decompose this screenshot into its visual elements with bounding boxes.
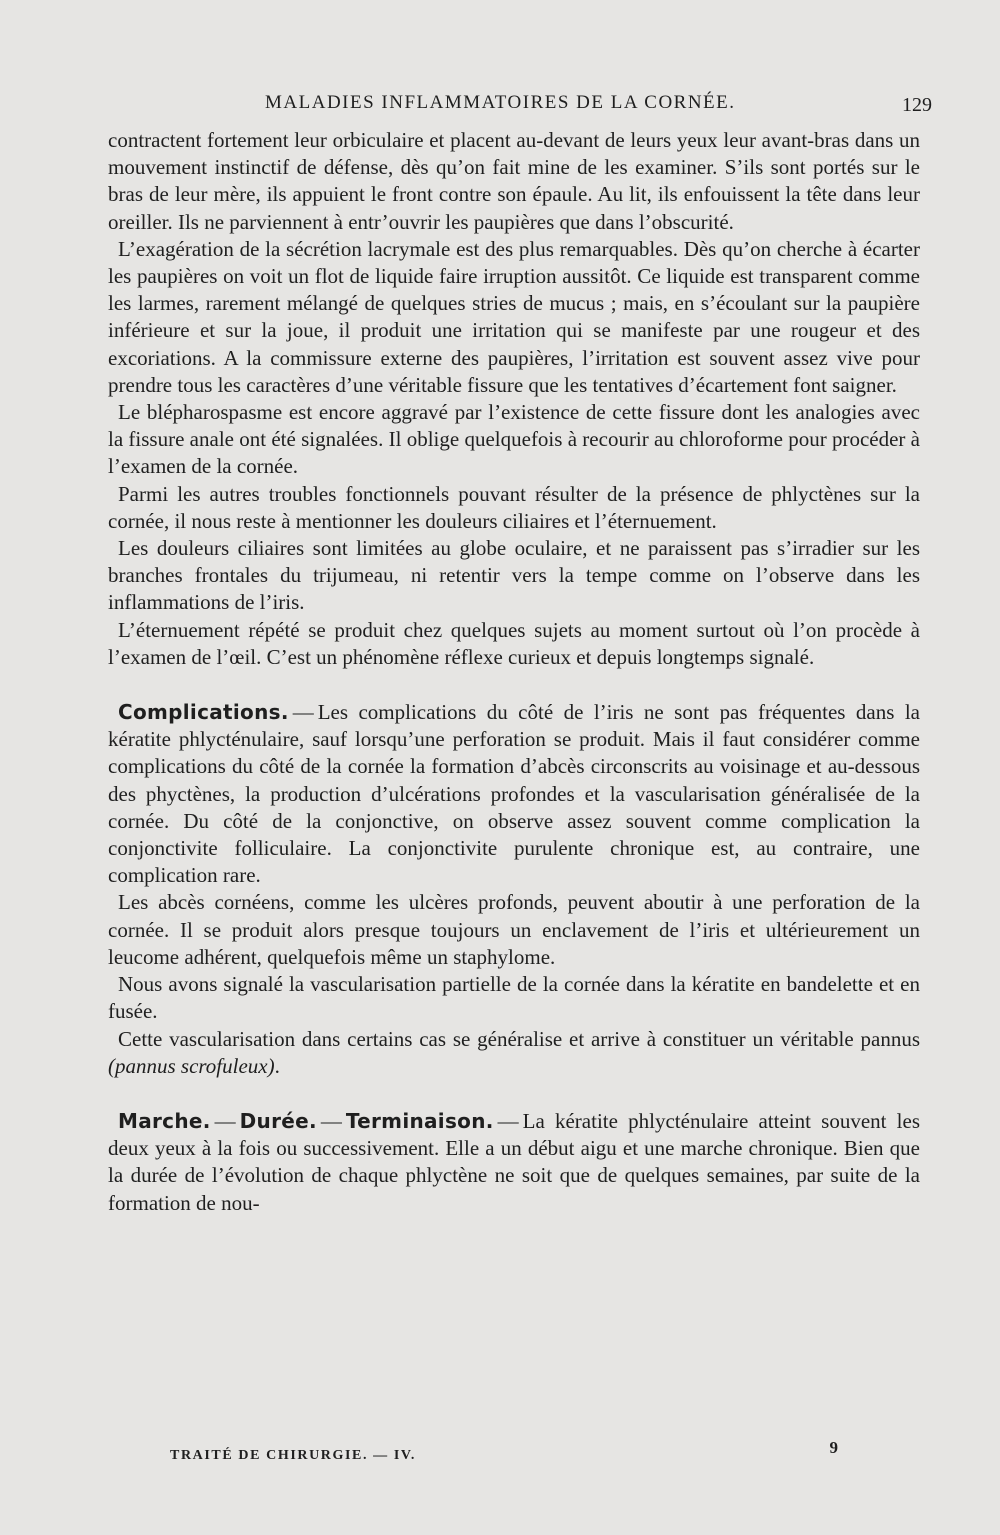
section-heading-complications: Complications.	[118, 700, 289, 725]
paragraph-end: .	[274, 1053, 280, 1078]
section-heading-marche: Marche.	[118, 1108, 211, 1133]
section-heading-terminaison: Terminaison.	[345, 1108, 494, 1133]
paragraph: Parmi les autres troubles fonctionnels pouvant résulter de la présence de phlyctènes sur la cornée, il nous reste à mentionner les douleurs ciliaires et l’éternuement.	[108, 481, 920, 533]
paragraph: Le blépharospasme est encore aggravé par l’existence de cette fissure dont les analogies avec la fissure anale ont été signalées. Il oblige quelquefois à recourir au chloroforme pour procéder à l’examen de la cornée.	[108, 400, 920, 479]
heading-dash: —	[292, 700, 314, 725]
heading-dash: —	[320, 1108, 342, 1133]
paragraph-text: La kératite phlycténulaire atteint souvent les deux yeux à la fois ou successivement. Elle a un début aigu et une marche chronique. Bien que la durée de l’évolution de chaque phlyctène ne soit que de quelques semaines, par suite de la formation de nou-	[108, 1108, 920, 1215]
marche-section	[108, 1108, 920, 1217]
signature-mark: 9	[829, 1438, 838, 1457]
complications-section	[108, 699, 920, 889]
paragraph: L’exagération de la sécrétion lacrymale est des plus remarquables. Dès qu’on cherche à écarter les paupières on voit un flot de liquide faire irruption aussitôt. Ce liquide est transparent comme les larmes, rarement mélangé de quelques stries de mucus ; mais, en s’écoulant sur la paupière inférieure et sur la joue, il produit une irritation qui se manifeste par une rougeur et des excoriations. A la commissure externe des paupières, l’irritation est souvent assez vive pour prendre tous les caractères d’une véritable fissure que les tentatives d’écartement font saigner.	[108, 236, 920, 397]
page-footer	[170, 1438, 838, 1472]
heading-dash: —	[214, 1108, 236, 1133]
paragraph: L’éternuement répété se produit chez quelques sujets au moment surtout où l’on procède à l’examen de l’œil. C’est un phénomène réflexe curieux et depuis longtemps signalé.	[108, 617, 920, 669]
running-head	[100, 92, 932, 122]
paragraph	[108, 1026, 920, 1080]
heading-dash: —	[497, 1108, 519, 1133]
italic-term: (pannus scrofuleux)	[108, 1053, 275, 1078]
body-text	[108, 127, 920, 1217]
paragraph: Les abcès cornéens, comme les ulcères profonds, peuvent aboutir à une perforation de la cornée. Il se produit alors presque toujours un enclavement de l’iris et ultérieurement un leucome adhérent, quelquefois même un staphylome.	[108, 890, 920, 969]
running-title: MALADIES INFLAMMATOIRES DE LA CORNÉE.	[265, 92, 736, 113]
paragraph-text: Cette vascularisation dans certains cas se généralise et arrive à constituer un véritable pannus	[118, 1026, 920, 1051]
paragraph: contractent fortement leur orbiculaire et placent au-devant de leurs yeux leur avant-bras dans un mouvement instinctif de défense, dès qu’on fait mine de les examiner. S’ils sont portés sur le bras de leur mère, ils appuient le front contre son épaule. Au lit, ils enfouissent la tête dans leur oreiller. Ils ne parviennent à entr’ouvrir les paupières que dans l’obscurité.	[108, 128, 920, 234]
page-number: 129	[902, 94, 932, 116]
paragraph-text: Les complications du côté de l’iris ne sont pas fréquentes dans la kératite phlycténulaire, sauf lorsqu’une perforation se produit. Mais il faut considérer comme complications du côté de la cornée la formation d’abcès circonscrits au voisinage et au-dessous des phyctènes, la production d’ulcérations profondes et la vascularisation généralisée de la cornée. Du côté de la conjonctive, on observe assez souvent comme complication la conjonctivite folliculaire. La conjonctivite purulente chronique est, au contraire, une complication rare.	[108, 700, 920, 888]
paragraph: Les douleurs ciliaires sont limitées au globe oculaire, et ne paraissent pas s’irradier sur les branches frontales du trijumeau, ni retentir vers la tempe comme on l’observe dans les inflammations de l’iris.	[108, 536, 920, 615]
paragraph: Nous avons signalé la vascularisation partielle de la cornée dans la kératite en bandelette et en fusée.	[108, 972, 920, 1024]
section-heading-duree: Durée.	[239, 1108, 317, 1133]
footer-title: TRAITÉ DE CHIRURGIE. — IV.	[170, 1448, 416, 1463]
